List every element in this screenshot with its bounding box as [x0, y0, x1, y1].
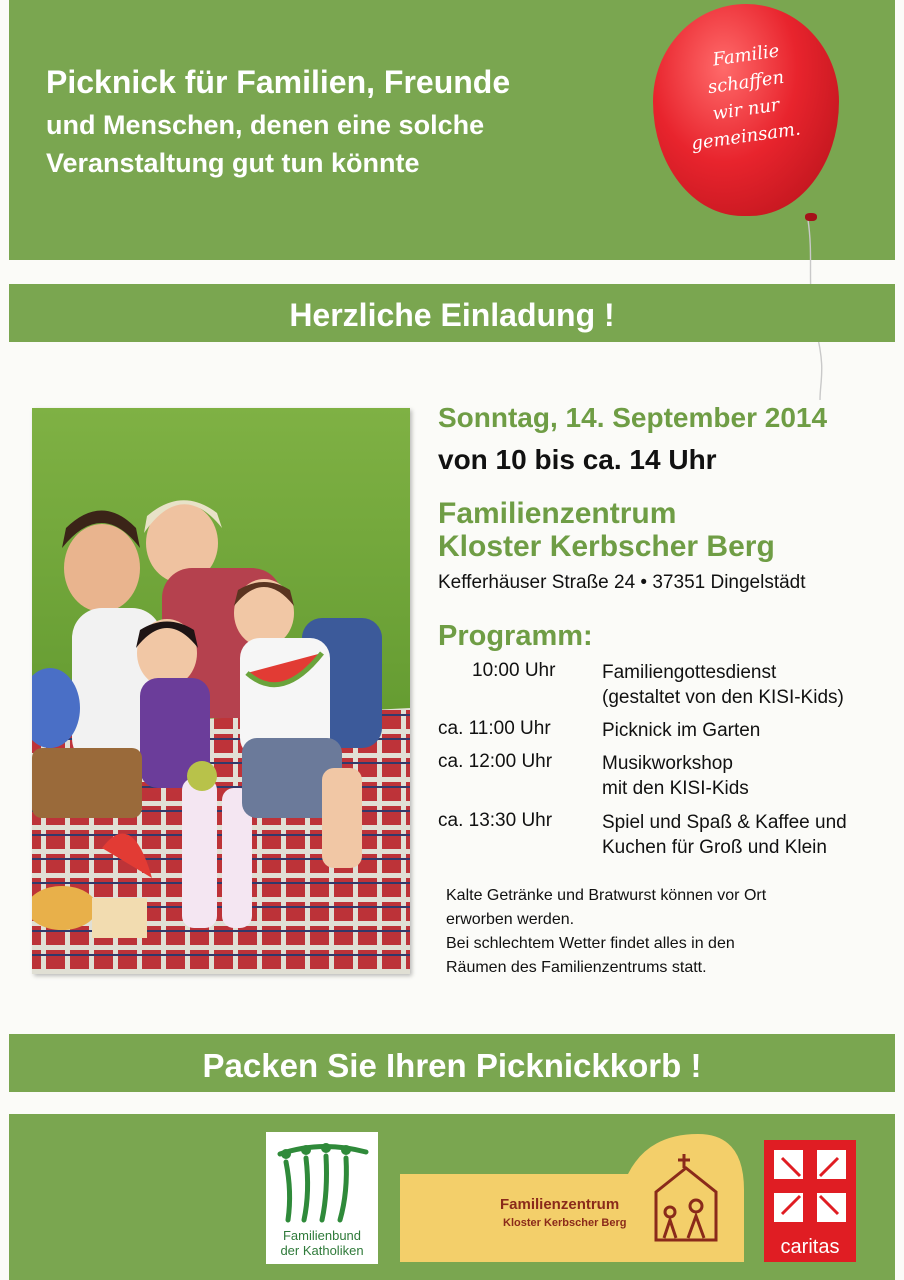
program-desc: Spiel und Spaß & Kaffee und: [602, 812, 847, 833]
note-line: Räumen des Familienzentrums statt.: [446, 959, 707, 976]
program-desc: Picknick im Garten: [602, 720, 761, 741]
familienbund-sub: der Katholiken: [280, 1243, 364, 1258]
venue-name-line-2: Kloster Kerbscher Berg: [438, 530, 775, 563]
headline-line-3: Veranstaltung gut tun könnte: [46, 148, 420, 178]
headline-line-1: Picknick für Familien, Freunde: [46, 64, 511, 100]
family-picnic-photo: [32, 408, 410, 974]
venue-name-line-1: Familienzentrum: [438, 497, 677, 530]
familienbund-label: [266, 1228, 378, 1258]
familienbund-figures-icon: [266, 1132, 378, 1228]
balloon-knot: [805, 213, 817, 221]
invitation-banner: Herzliche Einladung !: [9, 284, 895, 342]
program-time: ca. 11:00 Uhr: [438, 718, 551, 739]
balloon-text-2: schaffen: [706, 66, 786, 99]
familienzentrum-logo-sub: Kloster Kerbscher Berg: [503, 1217, 627, 1229]
venue-address: Kefferhäuser Straße 24 • 37351 Dingelstädt: [438, 572, 806, 593]
balloon-text-3: wir nur: [711, 94, 781, 125]
program-desc: Familiengottesdienst: [602, 662, 777, 683]
familienzentrum-logo-name: Familienzentrum: [500, 1196, 620, 1213]
program-time: ca. 13:30 Uhr: [438, 810, 553, 831]
event-time: von 10 bis ca. 14 Uhr: [438, 444, 717, 475]
caritas-cross-icon: [764, 1140, 856, 1232]
balloon-text-1: Familie: [711, 40, 781, 71]
note-line: erworben werden.: [446, 911, 575, 928]
note-line: Bei schlechtem Wetter findet alles in den: [446, 935, 735, 952]
program-title: Programm:: [438, 620, 593, 652]
familienbund-name: Familienbund: [282, 1228, 362, 1243]
note-line: Kalte Getränke und Bratwurst können vor Ort: [446, 887, 767, 904]
program-desc-cont: Kuchen für Groß und Klein: [602, 837, 827, 858]
event-date: Sonntag, 14. September 2014: [438, 402, 828, 433]
program-desc: Musikworkshop: [602, 753, 733, 774]
caritas-label: caritas: [780, 1236, 840, 1258]
program-desc-cont: (gestaltet von den KISI-Kids): [602, 687, 844, 708]
program-time: ca. 12:00 Uhr: [438, 751, 553, 772]
balloon-text-4: gemeinsam.: [690, 118, 802, 155]
program-time: 10:00 Uhr: [472, 660, 556, 681]
headline-line-2: und Menschen, denen eine solche: [46, 110, 485, 140]
program-desc-cont: mit den KISI-Kids: [602, 778, 749, 799]
closing-banner: Packen Sie Ihren Picknickkorb !: [9, 1034, 895, 1092]
